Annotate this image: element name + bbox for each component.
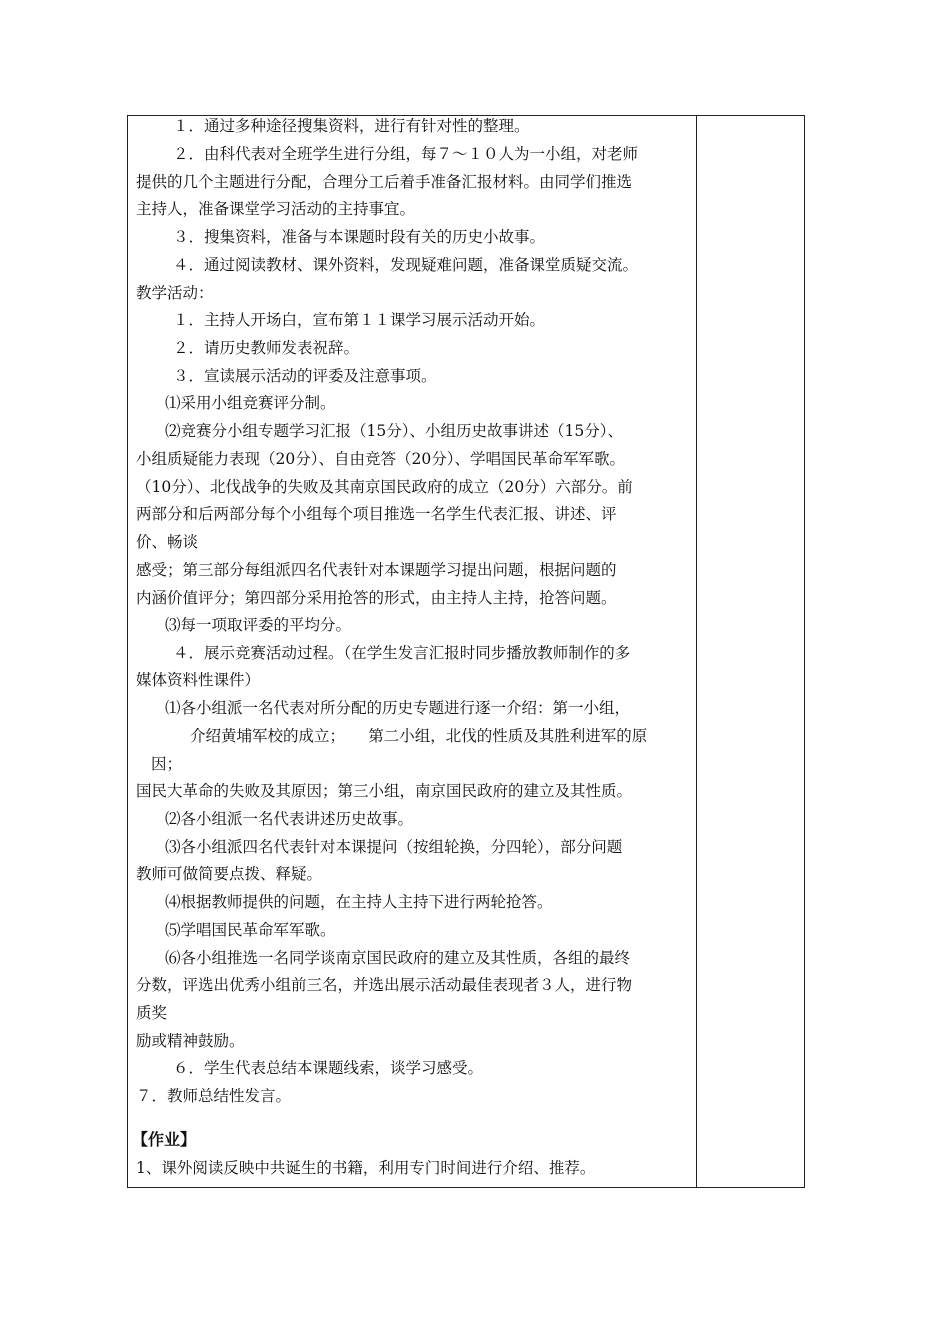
process-1-cont: 国民大革命的失败及其原因；第三小组，南京国民政府的建立及其性质。: [136, 782, 633, 800]
rule-2-cont: 价、畅谈: [136, 533, 199, 551]
process-4: ⑷根据教师提供的问题，在主持人主持下进行两轮抢答。: [165, 893, 553, 911]
column-divider: [696, 116, 697, 1187]
process-1-cont: 因；: [151, 755, 183, 773]
rule-2-cont: （10分）、北伐战争的失败及其南京国民政府的成立（20分）六部分。前: [136, 478, 633, 496]
prep-step-1: １．通过多种途径搜集资料，进行有针对性的整理。: [173, 117, 530, 135]
activity-step-1: １．主持人开场白，宣布第１１课学习展示活动开始。: [173, 311, 546, 329]
homework-heading: 【作业】: [132, 1130, 197, 1149]
activity-step-4: ４．展示竞赛活动过程。（在学生发言汇报时同步播放教师制作的多: [173, 644, 631, 662]
process-6: ⑹各小组推选一名同学谈南京国民政府的建立及其性质，各组的最终: [165, 949, 631, 967]
process-6-cont: 励或精神鼓励。: [136, 1032, 245, 1050]
prep-step-4: ４．通过阅读教材、课外资料，发现疑难问题，准备课堂质疑交流。: [173, 256, 639, 274]
rule-2: ⑵竞赛分小组专题学习汇报（15分）、小组历史故事讲述（15分）、: [165, 422, 623, 440]
process-5: ⑸学唱国民革命军军歌。: [165, 921, 336, 939]
process-1-cont: 介绍黄埔军校的成立； 第二小组，北伐的性质及其胜利进军的原: [190, 727, 648, 745]
activity-step-6: ６．学生代表总结本课题线索，谈学习感受。: [173, 1059, 484, 1077]
activity-step-7: ７．教师总结性发言。: [136, 1087, 292, 1105]
activity-step-2: ２．请历史教师发表祝辞。: [173, 339, 360, 357]
activity-step-4-cont: 媒体资料性课件）: [136, 671, 261, 689]
process-3: ⑶各小组派四名代表针对本课提问（按组轮换，分四轮），部分问题: [165, 838, 623, 856]
prep-step-3: ３．搜集资料，准备与本课题时段有关的历史小故事。: [173, 228, 546, 246]
rule-3: ⑶每一项取评委的平均分。: [165, 616, 352, 634]
prep-step-2-cont: 主持人，准备课堂学习活动的主持事宜。: [136, 200, 416, 218]
process-6-cont: 质奖: [136, 1004, 168, 1022]
rule-2-cont: 感受；第三部分每组派四名代表针对本课题学习提出问题，根据问题的: [136, 561, 617, 579]
rule-2-cont: 两部分和后两部分每个小组每个项目推选一名学生代表汇报、讲述、评: [136, 505, 617, 523]
rule-2-cont: 小组质疑能力表现（20分）、自由竞答（20分）、学唱国民革命军军歌。: [136, 450, 625, 468]
process-1: ⑴各小组派一名代表对所分配的历史专题进行逐一介绍：第一小组，: [165, 699, 631, 717]
section-heading-activities: 教学活动：: [136, 284, 214, 302]
homework-item: 1、课外阅读反映中共诞生的书籍，利用专门时间进行介绍、推荐。: [136, 1159, 596, 1177]
process-2: ⑵各小组派一名代表讲述历史故事。: [165, 810, 414, 828]
process-3-cont: 教师可做简要点拨、释疑。: [136, 865, 323, 883]
prep-step-2-cont: 提供的几个主题进行分配，合理分工后着手准备汇报材料。由同学们推选: [136, 173, 633, 191]
rule-2-cont: 内涵价值评分；第四部分采用抢答的形式，由主持人主持，抢答问题。: [136, 589, 617, 607]
rule-1: ⑴采用小组竞赛评分制。: [165, 394, 336, 412]
prep-step-2: ２．由科代表对全班学生进行分组，每７～１０人为一小组，对老师: [173, 145, 639, 163]
process-6-cont: 分数，评选出优秀小组前三名，并选出展示活动最佳表现者３人，进行物: [136, 976, 633, 994]
activity-step-3: ３．宣读展示活动的评委及注意事项。: [173, 367, 437, 385]
